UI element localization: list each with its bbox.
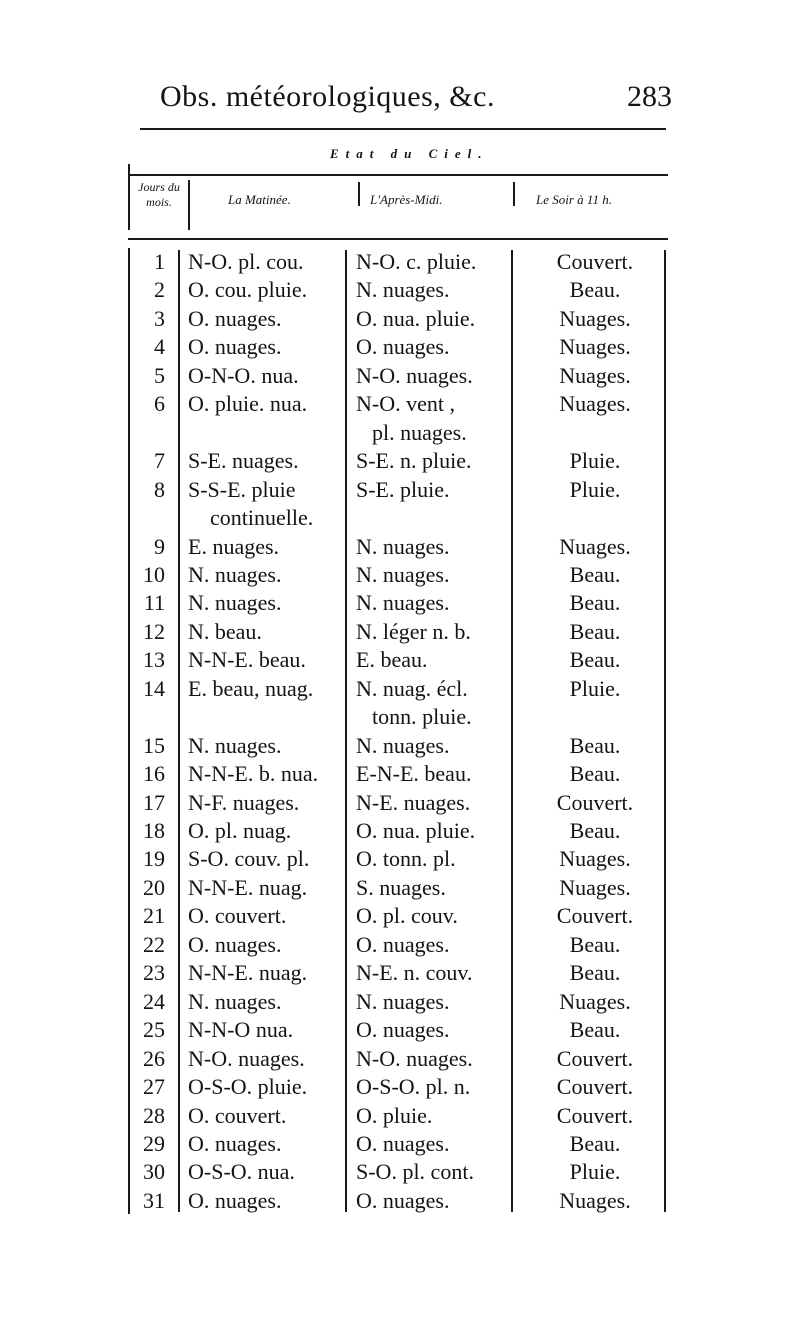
table-row — [0, 419, 800, 447]
evening-cell: Couvert. — [556, 249, 634, 274]
morning-cell: O. pl. nuag. — [188, 818, 292, 843]
table-row — [0, 703, 800, 731]
table-row — [0, 362, 800, 390]
morning-cell: O. nuages. — [188, 334, 282, 360]
table-row — [0, 248, 800, 276]
table-row — [0, 447, 800, 475]
afternoon-cell: O. tonn. pl. — [356, 846, 456, 872]
day-cell: 31 — [143, 1187, 165, 1213]
evening-cell: Nuages. — [559, 334, 631, 360]
evening-cell: Pluie. — [569, 476, 621, 502]
afternoon-cell: N. nuag. écl. — [356, 675, 468, 701]
evening-cell: Beau. — [569, 561, 621, 587]
evening-cell: Pluie. — [569, 448, 621, 474]
morning-cell: S-O. couv. pl. — [188, 846, 310, 872]
day-cell: 17 — [143, 789, 165, 815]
afternoon-cell: E-N-E. beau. — [356, 761, 472, 787]
day-cell: 27 — [143, 1074, 165, 1100]
table-row — [0, 732, 800, 760]
morning-cell: O. pluie. nua. — [188, 391, 308, 417]
table-row — [0, 476, 800, 504]
evening-cell: Nuages. — [559, 391, 631, 417]
morning-cell: N. beau. — [188, 618, 262, 644]
evening-cell: Beau. — [569, 647, 621, 673]
morning-cell: S-E. nuages. — [188, 448, 299, 474]
morning-cell: N-N-E. b. nua. — [188, 761, 319, 787]
evening-cell: Nuages. — [559, 362, 631, 388]
page-number: 283 — [627, 80, 672, 113]
afternoon-cell: N-E. n. couv. — [356, 960, 473, 986]
evening-cell: Beau. — [569, 931, 621, 957]
morning-cell: O-N-O. nua. — [188, 362, 299, 388]
table-row — [0, 760, 800, 788]
evening-cell: Nuages. — [559, 988, 631, 1014]
table-row — [0, 390, 800, 418]
evening-cell: Couvert. — [556, 789, 634, 815]
evening-cell: Couvert. — [556, 1102, 634, 1128]
morning-cell: O. cou. pluie. — [188, 277, 308, 303]
morning-cell: E. nuages. — [188, 533, 280, 559]
table-row — [0, 959, 800, 987]
day-cell: 1 — [154, 249, 165, 274]
day-cell: 7 — [154, 448, 165, 474]
table-row — [0, 333, 800, 361]
table-left-rule-header — [128, 164, 130, 230]
day-cell: 12 — [143, 618, 165, 644]
evening-cell: Beau. — [569, 277, 621, 303]
evening-cell: Beau. — [569, 1017, 621, 1043]
afternoon-cell: tonn. pluie. — [372, 704, 472, 730]
afternoon-cell: O. nua. pluie. — [356, 305, 476, 331]
day-cell: 21 — [143, 903, 165, 929]
day-cell: 22 — [143, 931, 165, 957]
day-cell: 14 — [143, 675, 165, 701]
afternoon-cell: O. nuages. — [356, 1130, 450, 1156]
table-row — [0, 1102, 800, 1130]
afternoon-cell: O. nuages. — [356, 1017, 450, 1043]
table-row — [0, 1073, 800, 1101]
evening-cell: Beau. — [569, 960, 621, 986]
head-rule — [140, 128, 666, 130]
day-cell: 28 — [143, 1102, 165, 1128]
evening-cell: Nuages. — [559, 1187, 631, 1213]
morning-cell: S-S-E. pluie — [188, 476, 296, 502]
morning-cell: O. nuages. — [188, 931, 282, 957]
table-top-rule — [128, 174, 668, 176]
column-header-morning: La Matinée. — [228, 192, 291, 207]
table-row — [0, 533, 800, 561]
morning-cell: N. nuages. — [188, 561, 282, 587]
afternoon-cell: O. pl. couv. — [356, 903, 458, 929]
day-cell: 16 — [143, 761, 165, 787]
afternoon-cell: N. nuages. — [356, 277, 450, 303]
day-cell: 11 — [143, 590, 165, 616]
afternoon-cell: N. léger n. b. — [356, 618, 471, 644]
column-header-day: Jours du mois. — [138, 180, 180, 209]
afternoon-cell: E. beau. — [356, 647, 428, 673]
table-row — [0, 561, 800, 589]
evening-cell: Beau. — [569, 761, 621, 787]
afternoon-cell: N-O. vent , — [356, 391, 455, 417]
evening-cell: Beau. — [569, 590, 621, 616]
day-cell: 8 — [154, 476, 165, 502]
day-cell: 26 — [143, 1045, 165, 1071]
afternoon-cell: S. nuages. — [356, 874, 446, 900]
afternoon-cell: O. pluie. — [356, 1102, 433, 1128]
afternoon-cell: N. nuages. — [356, 533, 450, 559]
afternoon-cell: pl. nuages. — [372, 419, 467, 445]
morning-cell: N-N-E. nuag. — [188, 960, 308, 986]
afternoon-cell: N-O. nuages. — [356, 1045, 473, 1071]
day-cell: 3 — [154, 305, 165, 331]
morning-cell: O. couvert. — [188, 903, 287, 929]
day-cell: 20 — [143, 874, 165, 900]
evening-cell: Couvert. — [556, 903, 634, 929]
table-row — [0, 1187, 800, 1215]
morning-cell: N-N-E. beau. — [188, 647, 306, 673]
table-row — [0, 931, 800, 959]
evening-cell: Couvert. — [556, 1045, 634, 1071]
header-bottom-rule — [128, 238, 668, 240]
evening-cell: Beau. — [569, 1130, 621, 1156]
day-cell: 5 — [154, 362, 165, 388]
afternoon-cell: N-E. nuages. — [356, 789, 471, 815]
afternoon-cell: O-S-O. pl. n. — [356, 1074, 471, 1100]
table-row — [0, 1130, 800, 1158]
morning-cell: O. couvert. — [188, 1102, 287, 1128]
table-row — [0, 1045, 800, 1073]
day-cell: 19 — [143, 846, 165, 872]
table-row — [0, 589, 800, 617]
table-row — [0, 874, 800, 902]
table-row — [0, 845, 800, 873]
evening-cell: Pluie. — [569, 1159, 621, 1185]
day-cell: 13 — [143, 647, 165, 673]
morning-cell: E. beau, nuag. — [188, 675, 314, 701]
table-row — [0, 817, 800, 845]
evening-cell: Couvert. — [556, 1074, 634, 1100]
day-cell: 25 — [143, 1017, 165, 1043]
header-divider-3 — [513, 182, 515, 206]
table-row — [0, 902, 800, 930]
table-row — [0, 646, 800, 674]
morning-cell: N-N-O nua. — [188, 1017, 294, 1043]
table-row — [0, 988, 800, 1016]
day-cell: 23 — [143, 960, 165, 986]
column-header-evening: Le Soir à 11 h. — [536, 192, 612, 207]
morning-cell: O. nuages. — [188, 1187, 282, 1213]
table-row — [0, 504, 800, 532]
afternoon-cell: N. nuages. — [356, 988, 450, 1014]
table-row — [0, 1158, 800, 1186]
morning-cell: O. nuages. — [188, 1130, 282, 1156]
evening-cell: Nuages. — [559, 533, 631, 559]
day-cell: 15 — [143, 732, 165, 758]
evening-cell: Pluie. — [569, 675, 621, 701]
morning-cell: O-S-O. pluie. — [188, 1074, 308, 1100]
table-row — [0, 789, 800, 817]
evening-cell: Beau. — [569, 732, 621, 758]
running-head — [160, 80, 680, 120]
afternoon-cell: N. nuages. — [356, 732, 450, 758]
afternoon-cell: O. nuages. — [356, 931, 450, 957]
morning-cell: N-N-E. nuag. — [188, 874, 308, 900]
table-row — [0, 1016, 800, 1044]
afternoon-cell: O. nuages. — [356, 1187, 450, 1213]
day-cell: 4 — [154, 334, 165, 360]
column-header-afternoon: L'Après-Midi. — [370, 192, 443, 207]
day-cell: 30 — [143, 1159, 165, 1185]
morning-cell: N-F. nuages. — [188, 789, 300, 815]
afternoon-cell: N-O. nuages. — [356, 362, 473, 388]
afternoon-cell: O. nua. pluie. — [356, 818, 476, 843]
morning-cell: N. nuages. — [188, 590, 282, 616]
morning-cell: N. nuages. — [188, 988, 282, 1014]
morning-cell: N. nuages. — [188, 732, 282, 758]
afternoon-cell: S-O. pl. cont. — [356, 1159, 474, 1185]
header-divider-2 — [358, 182, 360, 206]
day-cell: 18 — [143, 818, 165, 843]
day-cell: 9 — [154, 533, 165, 559]
day-cell: 2 — [154, 277, 165, 303]
afternoon-cell: N-O. c. pluie. — [356, 249, 477, 274]
afternoon-cell: N. nuages. — [356, 561, 450, 587]
morning-cell: O-S-O. nua. — [188, 1159, 295, 1185]
day-cell: 24 — [143, 988, 165, 1014]
page-title: Obs. météorologiques, &c. — [160, 80, 495, 113]
table-row — [0, 618, 800, 646]
evening-cell: Nuages. — [559, 874, 631, 900]
evening-cell: Nuages. — [559, 846, 631, 872]
morning-cell: continuelle. — [210, 505, 314, 531]
section-title: Etat du Ciel. — [330, 146, 489, 161]
morning-cell: O. nuages. — [188, 305, 282, 331]
evening-cell: Nuages. — [559, 305, 631, 331]
day-cell: 6 — [154, 391, 165, 417]
afternoon-cell: S-E. pluie. — [356, 476, 450, 502]
day-cell: 29 — [143, 1130, 165, 1156]
evening-cell: Beau. — [569, 818, 621, 843]
header-divider-1 — [188, 180, 190, 230]
day-cell: 10 — [143, 561, 165, 587]
table-row — [0, 276, 800, 304]
morning-cell: N-O. pl. cou. — [188, 249, 304, 274]
afternoon-cell: O. nuages. — [356, 334, 450, 360]
afternoon-cell: N. nuages. — [356, 590, 450, 616]
morning-cell: N-O. nuages. — [188, 1045, 305, 1071]
evening-cell: Beau. — [569, 618, 621, 644]
table-row — [0, 675, 800, 703]
afternoon-cell: S-E. n. pluie. — [356, 448, 472, 474]
table-row — [0, 305, 800, 333]
